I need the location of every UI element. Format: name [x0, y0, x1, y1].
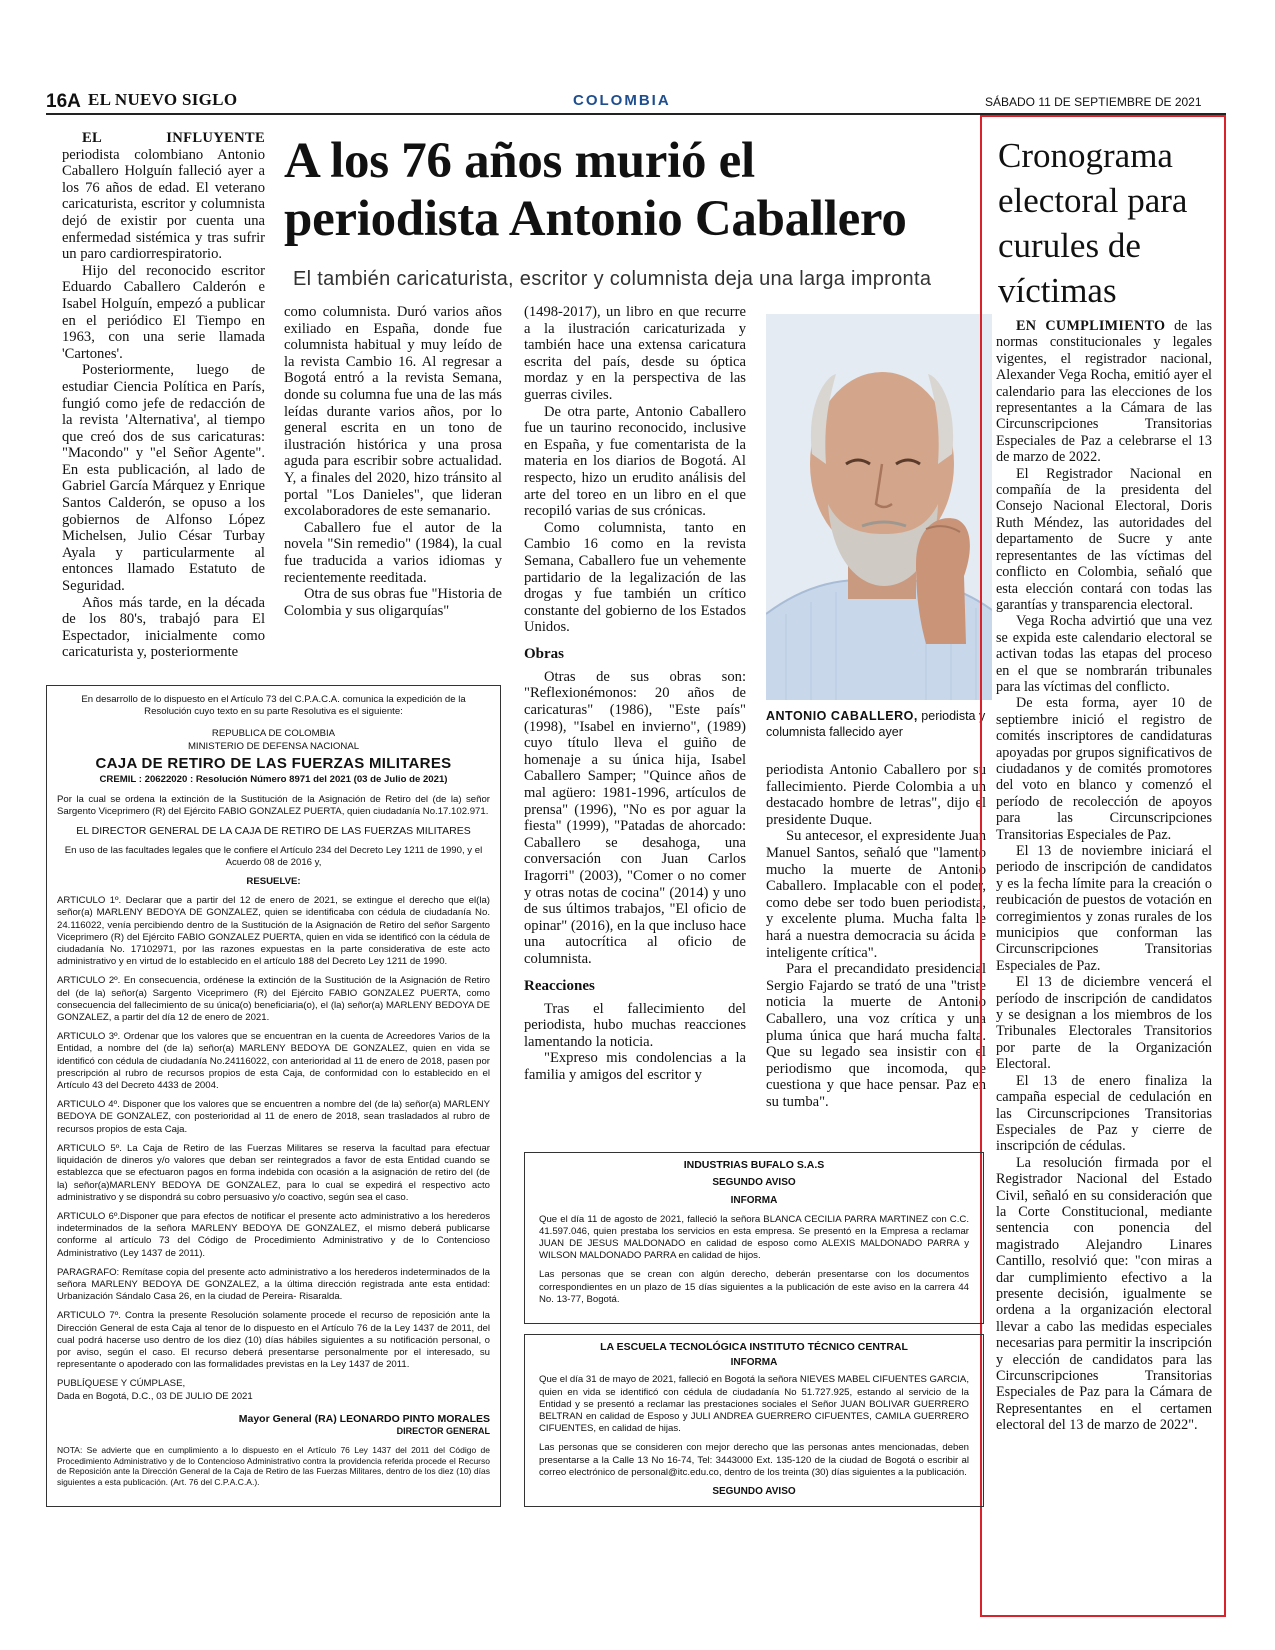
- article-lead: EL INFLUYENTE: [82, 130, 265, 146]
- article-column-4: [766, 762, 986, 1110]
- subheading-obras: Obras: [524, 645, 565, 662]
- bufalo-notice: [524, 1152, 984, 1324]
- notice-republic: REPUBLICA DE COLOMBIA: [211, 728, 336, 740]
- notice-article: ARTICULO 3º. Ordenar que los valores que se encuentran en la cuenta de Acreedores Varios de la Entidad, a nombre del (de la) señor(a) MARLENY BEDOYA DE GONZALEZ, quien en vida se identificó con cédula de ciudadanía No.24116022, con anterioridad al 11 de enero de 2018, pasen por prescripción al rubro de recursos propios de esta Caja, de conformidad con lo establecido en el Artículo 43 del Decreto 4433 de 2004.: [57, 1031, 490, 1092]
- photo-caption: ANTONIO CABALLERO, periodista y columnista fallecido ayer: [766, 709, 986, 739]
- article-paragraph: Posteriormente, luego de estudiar Ciencia Política en París, fungió como jefe de redacción de la revista 'Alternativa', al tiempo que creó dos de sus caricaturas: "Macondo" y "el Señor Agente". En esta publicación, al lado de Gabriel García Márquez y Enrique Santos Calderón, se opuso a los gobiernos de Alfonso López Michelsen, Julio César Turbay Ayala y particularmente al entonces llamado Estatuto de Seguridad.: [62, 362, 265, 595]
- page-number: 16A: [46, 91, 81, 112]
- bufalo-informa: INFORMA: [730, 1195, 778, 1207]
- article-paragraph: Su antecesor, el expresidente Juan Manuel Santos, señaló que "lamento mucho la muerte de Antonio Caballero. Implacable con el poder, como debe ser todo buen periodista, y excelente pluma. Mucha falta le hará a nuestra democracia su ácida e inteligente crítica".: [766, 828, 986, 961]
- article-paragraph: como columnista. Duró varios años exiliado en España, donde fue columnista habitual y muy leído de la revista Cambio 16. Al regresar a Bogotá entró a la revista Semana, donde su columna fue una de las más leídas durante varios años, por lo general escrita en un tono de ilustración histórica y una prosa aguda para escribir sobre actualidad. Y, a finales del 2020, hizo tránsito al portal "Los Danieles", que lideran excolaboradores de este semanario.: [284, 304, 502, 520]
- section-name: COLOMBIA: [573, 92, 671, 109]
- sidebar-body: [996, 318, 1212, 1434]
- itc-notice: [524, 1334, 984, 1507]
- itc-paragraph: Las personas que se consideren con mejor derecho que las personas antes mencionadas, deben presentarse a la Calle 13 No 16-74, Tel: 3443000 Ext. 135-120 de la ciudad de Bogotá o escribir al correo electrónico de personal@itc.edu.co, dentro de los treinta (30) días siguientes a la publicación.: [539, 1442, 969, 1478]
- notice-article: ARTICULO 4º. Disponer que los valores que se encuentren a nombre del (de la) señor(a) MARLENY BEDOYA DE GONZALEZ, con posterioridad al 11 de enero de 2018, sean trasladados al rubro de recursos propios de esta Caja.: [57, 1099, 490, 1135]
- portrait-illustration: [766, 314, 992, 700]
- notice-article: ARTICULO 6º.Disponer que para efectos de notificar el presente acto administrativo a los herederos indeterminados de la señora MARLENY BEDOYA DE GONZALEZ, el mismo deberá publicarse conforme al artículo 73 del Código de Procedimiento Administrativo y de lo Contencioso Administrativo (Ley 1437 de 2011).: [57, 1210, 490, 1259]
- article-paragraph: Hijo del reconocido escritor Eduardo Caballero Calderón e Isabel Holguín, empezó a publicar en el periódico El Tiempo en 1963, con una serie llamada 'Cartones'.: [62, 262, 265, 362]
- article-paragraph: EL INFLUYENTE periodista colombiano Antonio Caballero Holguín falleció ayer a los 76 años de edad. El veterano caricaturista, escritor y columnista dejó de existir por cuenta una enfermedad sistémica y tras sufrir un paro cardiorrespiratorio.: [62, 130, 265, 263]
- subheading-reacciones: Reacciones: [524, 977, 595, 994]
- notice-article: ARTICULO 5º. La Caja de Retiro de las Fuerzas Militares se reserva la facultad para efectuar liquidación de dineros y/o valores que deban ser reintegrados a favor de esta Entidad cuando se establezca que se efectuaron pagos en forma indebida con ocasión a la asignación de retiro del (de la) señor(a)MARLENY BEDOYA DE GONZALEZ, para lo cual se expedirá el respectivo acto administrativo y se dispondrá su cobro persuasivo y/o coactivo, según sea el caso.: [57, 1142, 490, 1203]
- article-paragraph: periodista Antonio Caballero por su fallecimiento. Pierde Colombia a un destacado hombre de letras", dijo el presidente Duque.: [766, 762, 986, 828]
- notice-title: CAJA DE RETIRO DE LAS FUERZAS MILITARES: [95, 754, 452, 772]
- article-paragraph: Para el precandidato presidencial Sergio Fajardo se trató de una "triste noticia la muerte de Antonio Caballero, una voz crítica y una pluma única que hará mucha falta. Que su legado sea insistir con el periodismo que incomoda, que cuestiona y que hace pensar. Paz en su tumba".: [766, 961, 986, 1110]
- sidebar-paragraph: La resolución firmada por el Registrador Nacional del Estado Civil, señaló en su consideración que la Corte Constitucional, mediante sentencia con ponencia del magistrado Alejandro Linares Cantillo, resolvió que: "con miras a dar cumplimiento efectivo a la presente decisión, igualmente se ordena a la organización electoral llevar a cabo las medidas especiales necesarias para permitir la inscripción y elección de candidatos para las Circunscripciones Transitorias Especiales de Paz para la Cámara de Representantes en el certamen electoral del 13 de marzo de 2022".: [996, 1154, 1212, 1434]
- notice-nota: NOTA: Se advierte que en cumplimiento a lo dispuesto en el Artículo 76 Ley 1437 del 2011 del Código de Procedimiento Administrativo y de lo Contencioso Administrativo contra la providencia referida procede el Recurso de Reposición ante la Dirección General de la Caja de Retiro de las Fuerzas Militares, dentro de los diez (10) días siguientes a esta publicación. (Art. 76 del C.P.A.C.A.).: [57, 1445, 490, 1487]
- article-paragraph: Tras el fallecimiento del periodista, hubo muchas reacciones lamentando la noticia.: [524, 1000, 746, 1050]
- article-paragraph: Como columnista, tanto en Cambio 16 como en la revista Semana, Caballero fue un vehemente partidario de la legalización de las drogas y fue también un crítico constante del gobierno de los Estados Unidos.: [524, 519, 746, 636]
- article-subhead: El también caricaturista, escritor y columnista deja una larga impronta: [293, 268, 932, 290]
- sidebar-paragraph: El Registrador Nacional en compañía de la presidenta del Consejo Nacional Electoral, Doris Ruth Méndez, las autoridades del departamento de Sucre y ante representantes de las víctimas del conflicto en Colombia, señaló que esta elección contará con todas las garantías y transparencia electoral.: [996, 465, 1212, 613]
- article-paragraph: (1498-2017), un libro en que recurre a la ilustración caricaturizada y también hace una extensa caricatura escrita del país, desde su óptica mordaz y en la perspectiva de las guerras civiles.: [524, 304, 746, 403]
- notice-director: EL DIRECTOR GENERAL DE LA CAJA DE RETIRO DE LAS FUERZAS MILITARES: [76, 825, 471, 838]
- notice-resuelve: RESUELVE:: [246, 876, 301, 888]
- itc-paragraph: Que el día 31 de mayo de 2021, falleció en Bogotá la señora NIEVES MABEL CIFUENTES GARCIA, quien en vida se identificó con cédula de ciudadanía No 51.727.925, estando al servicio de la Entidad y se presentó a reclamar las prestaciones sociales el Señor JUAN BOLIVAR GUERRERO BELTRAN en calidad de Esposo y JULI ANDREA GUERRERO CIFUENTES, CAMILA GUERRERO CIFUENTES, en calidad de hijas.: [539, 1374, 969, 1435]
- article-column-2: [284, 304, 502, 619]
- article-paragraph: Otras de sus obras son: "Reflexionémonos: 20 años de caricaturas" (1986), "Este país" (1998), "Isabel en invierno", (1989) cuyo título lleva el guiño de homenaje a su única hija, Isabel Caballero Samper; "Quince años de mal agüero: 1981-1996, artículos de prensa" (1996), "No es por aguar la fiesta" (1999), "Patadas de ahorcado: Caballero se desahoga, una conversación con Juan Carlos Iragorri" (2003), "Comer o no comer y otras notas de cocina" (2014) y uno de sus últimos trabajos, "El oficio de opinar" (2016), en la que incluso hace una autocrítica al oficio de columnista.: [524, 668, 746, 967]
- sidebar-paragraph: El 13 de noviembre iniciará el periodo de inscripción de candidatos y es la fecha límite para la creación o reubicación de puestos de votación en corregimientos y zonas rurales de los municipios que conforman las Circunscripciones Transitorias Especiales de Paz.: [996, 843, 1212, 974]
- sidebar-paragraph: El 13 de enero finaliza la campaña especial de cedulación en las Circunscripciones Transitorias Especiales de Paz y cierre de inscripción de cédulas.: [996, 1072, 1212, 1155]
- notice-dada: Dada en Bogotá, D.C., 03 DE JULIO DE 2021: [57, 1390, 253, 1402]
- notice-resolution: CREMIL : 20622020 : Resolución Número 8971 del 2021 (03 de Julio de 2021): [99, 773, 448, 785]
- article-paragraph: Caballero fue el autor de la novela "Sin remedio" (1984), la cual fue traducida a varios idiomas y recientemente reeditada.: [284, 519, 502, 586]
- sidebar-lead: EN CUMPLIMIENTO: [1016, 318, 1166, 334]
- sidebar-paragraph: El 13 de diciembre vencerá el período de inscripción de candidatos y se designan a los miembros de los Tribunales Electorales Transitorios por parte de la Organización Electoral.: [996, 974, 1212, 1073]
- sidebar-paragraph: De esta forma, ayer 10 de septiembre inició el registro de comités inscriptores de candidaturas apoyadas por grupos significativos de ciudadanos y de comités promotores del voto en blanco y comenzó el período de recolección de apoyos para las Circunscripciones Transitorias Especiales de Paz.: [996, 695, 1212, 843]
- issue-date: SÁBADO 11 DE SEPTIEMBRE DE 2021: [985, 95, 1202, 109]
- article-paragraph: De otra parte, Antonio Caballero fue un taurino reconocido, inclusive en España, y fue comentarista de la materia en los diarios de Bogotá. Al respecto, hizo un erudito análisis del arte del toreo en un libro en el que recopiló varias de sus crónicas.: [524, 403, 746, 520]
- sidebar-paragraph: EN CUMPLIMIENTO de las normas constitucionales y legales vigentes, el registrador nacional, Alexander Vega Rocha, emitió ayer el calendario para las elecciones de los representantes a la Cámara de las Circunscripciones Transitorias Especiales de Paz a celebrarse el 13 de marzo de 2022.: [996, 318, 1212, 466]
- notice-powers: En uso de las facultades legales que le confiere el Artículo 234 del Decreto Ley 1211 de 1990, y el Acuerdo 08 de 2016 y,: [64, 844, 483, 868]
- notice-article: ARTICULO 1º. Declarar que a partir del 12 de enero de 2021, se extingue el derecho que el(la) señor(a) MARLENY BEDOYA DE GONZALEZ, quien se identificaba con cédula de ciudadanía No. 24.116022, venía percibiendo dentro de la Sustitución de la Asignación de Retiro del señor Sargento Viceprimero (R) del Ejército FABIO GONZALEZ PUERTA, quien en vida se identificó con la cédula de ciudadanía No. 17102971, por las razones expuestas en la parte considerativa de este acto administrativo y en virtud de lo establecido en el artículo 188 del Decreto Ley 1211 de 1990.: [57, 895, 490, 968]
- article-paragraph: Otra de sus obras fue "Historia de Colombia y sus oligarquías": [284, 586, 502, 619]
- cremil-legal-notice: [46, 685, 501, 1507]
- bufalo-company: INDUSTRIAS BUFALO S.A.S: [683, 1159, 825, 1171]
- notice-ministry: MINISTERIO DE DEFENSA NACIONAL: [187, 740, 360, 752]
- notice-article: ARTICULO 2º. En consecuencia, ordénese la extinción de la Sustitución de la Asignación de Retiro del (de la) señor(a) Sargento Viceprimero (R) del Ejército FABIO GONZALEZ PUERTA, como consecuencia del fallecimiento de su única(o) beneficiaria(o), el (la) señor(a) MARLENY BEDOYA DE GONZALEZ, a partir del día 12 de enero de 2021.: [57, 975, 490, 1024]
- article-headline: A los 76 años murió el periodista Antonio Caballero: [284, 133, 907, 247]
- itc-informa: INFORMA: [730, 1357, 778, 1369]
- notice-article: ARTICULO 7º. Contra la presente Resolución solamente procede el recurso de reposición ante la Dirección General de esta Caja al tenor de lo dispuesto en el Artículo 76 de la Ley 1437 de 2011, del cual podrá hacerse uso dentro de los diez (10) días hábiles siguientes a su notificación personal, o por aviso, según el caso. El recurso deberá presentarse personalmente por el interesado, su representante o apoderado con las formalidades previstas en la Ley 1437 de 2011.: [57, 1310, 490, 1371]
- article-column-1: [62, 130, 265, 661]
- article-column-3: [524, 304, 746, 1084]
- newspaper-name: EL NUEVO SIGLO: [88, 90, 238, 109]
- notice-paragraph: PARAGRAFO: Remítase copia del presente acto administrativo a los herederos indeterminados de la señora MARLENY BEDOYA DE GONZALEZ, a la última dirección registrada ante esta entidad: Urbanización Sándalo Casa 26, en la ciudad de Pereira- Risaralda.: [57, 1266, 490, 1303]
- notice-purpose: Por la cual se ordena la extinción de la Sustitución de la Asignación de Retiro del (de la) señor Sargento Viceprimero (R) del Ejército FABIO GONZALEZ PUERTA, quien ciudadanía No.17.102.971.: [57, 794, 490, 818]
- notice-signer-title: DIRECTOR GENERAL: [396, 1425, 490, 1436]
- itc-aviso: SEGUNDO AVISO: [712, 1486, 796, 1498]
- itc-school: LA ESCUELA TECNOLÓGICA INSTITUTO TÉCNICO CENTRAL: [600, 1341, 908, 1353]
- notice-publiquese: PUBLÍQUESE Y CÚMPLASE,: [57, 1378, 186, 1390]
- article-paragraph: "Expreso mis condolencias a la familia y amigos del escritor y: [524, 1050, 746, 1083]
- antonio-caballero-photo: [766, 314, 992, 700]
- notice-intro: En desarrollo de lo dispuesto en el Artículo 73 del C.P.A.C.A. comunica la expedición de la Resolución cuyo texto en su parte Resolutiva es el siguiente:: [81, 694, 466, 718]
- bufalo-paragraph: Que el día 11 de agosto de 2021, falleció la señora BLANCA CECILIA PARRA MARTINEZ con C.C. 41.597.046, quien prestaba los servicios en esta empresa. Se presentó en la Empresa a reclamar JUAN DE JESUS MALDONADO en calidad de esposo como ALEXIS MALDONADO PARRA y WILSON MALDONADO PARRA en calidad de hijos.: [539, 1213, 969, 1262]
- bufalo-aviso: SEGUNDO AVISO: [712, 1177, 796, 1189]
- notice-signer: Mayor General (RA) LEONARDO PINTO MORALES: [238, 1412, 490, 1425]
- article-paragraph: Años más tarde, en la década de los 80's, trabajó para El Espectador, inicialmente como caricaturista y, posteriormente: [62, 594, 265, 661]
- bufalo-paragraph: Las personas que se crean con algún derecho, deberán presentarse con los documentos correspondientes en un plazo de 15 días siguientes a la publicación de este aviso en la carrera 44 No. 13-77, Bogotá.: [539, 1269, 969, 1305]
- sidebar-paragraph: Vega Rocha advirtió que una vez se expida este calendario electoral se activan todas las etapas del proceso en el que se nombrarán tribunales para las víctimas del conflicto.: [996, 613, 1212, 695]
- sidebar-title: Cronograma electoral para curules de víctimas: [998, 136, 1188, 310]
